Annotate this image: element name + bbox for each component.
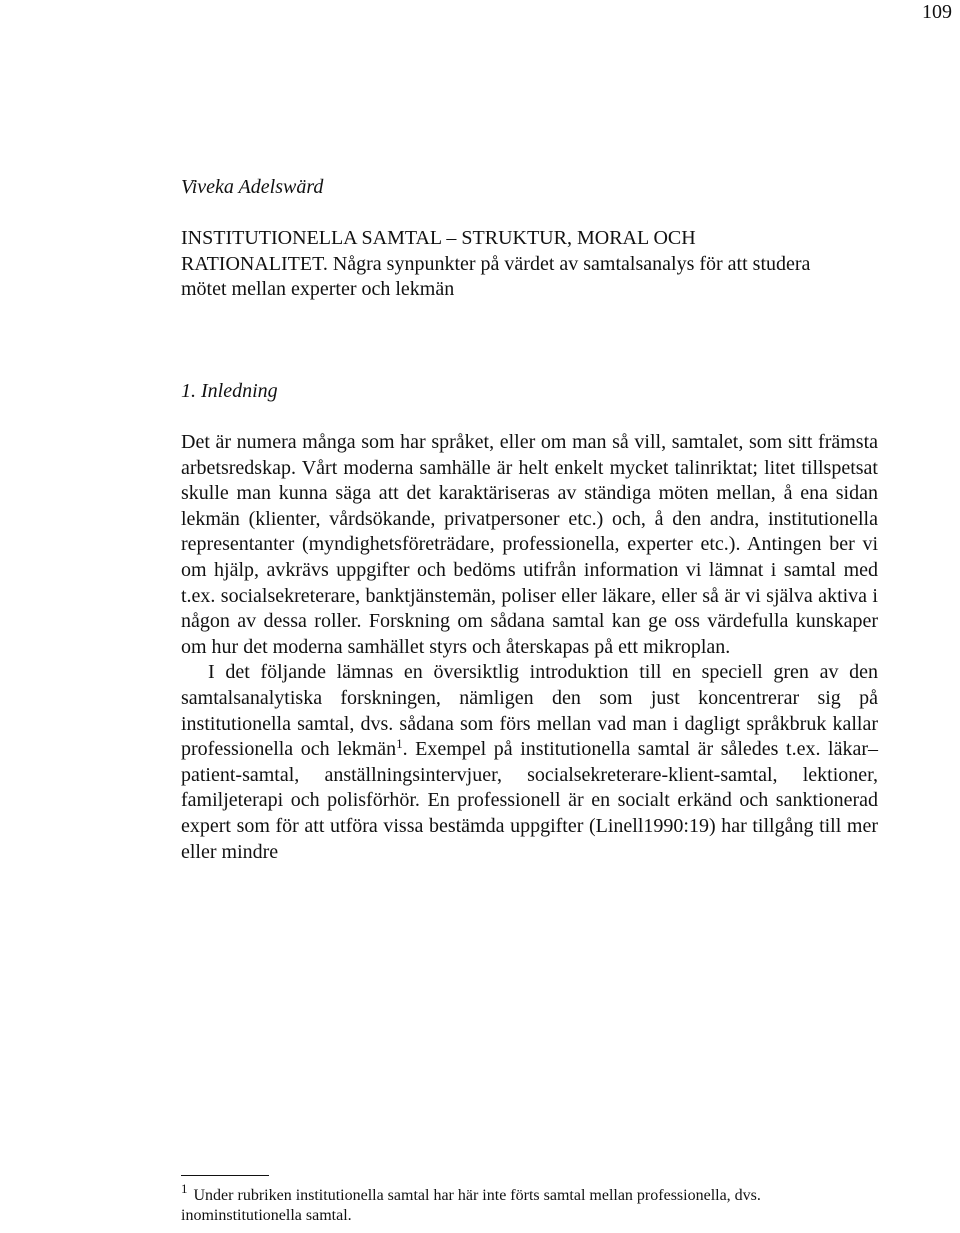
footnote-text: Under rubriken institutionella samtal har här inte förts samtal mellan professionella, dvs. inominstitutionella samtal.: [181, 1187, 761, 1224]
section-heading: 1. Inledning: [181, 380, 278, 402]
paragraph: [181, 660, 878, 865]
paragraph-text: . Exempel på institutionella samtal är således t.ex. läkar–patient-samtal, anställningsintervjuer, socialsekreterare-klient-samtal, lektioner, familjeterapi och polisförhör. En professionell är en socialt erkänd och sanktionerad expert som för att utföra vissa bestämda uppgifter (Linell1990:19) har tillgång till mer eller mindre: [181, 738, 878, 863]
footnote: [181, 1181, 881, 1226]
paragraph: Det är numera många som har språket, eller om man så vill, samtalet, som sitt främsta arbetsredskap. Vårt moderna samhälle är helt enkelt mycket talinriktat; litet tillspetsat skulle man kunna säga att det karaktäriseras av ständiga möten mellan, å ena sidan lekmän (klienter, vårdsökande, privatpersoner etc.) och, å den andra, institutionella representanter (myndighetsföreträdare, professionella, experter etc.). Antingen ber vi om hjälp, avkrävs uppgifter och bedöms utifrån information vi lämnat i samtal med t.ex. socialsekreterare, banktjänstemän, poliser eller läkare, eller så är vi själva aktiva i någon av dessa roller. Forskning om sådana samtal kan ge oss värdefulla kunskaper om hur det moderna samhället styrs och återskapas på ett mikroplan.: [181, 431, 878, 658]
paragraph-text: I det följande lämnas en översiktlig introduktion till en speciell gren av den samtalsanalytiska forskningen, nämligen den som just koncentrerar sig på institutionella samtal, dvs. sådana som förs mellan vad man i dagligt språkbruk kallar professionella och lekmän: [181, 661, 878, 761]
footnote-divider: [181, 1175, 269, 1176]
footnote-reference: 1: [396, 736, 403, 752]
footnote-mark: 1: [181, 1181, 188, 1196]
author-name: Viveka Adelswärd: [181, 176, 324, 198]
page-number: 109: [922, 1, 952, 23]
article-title: INSTITUTIONELLA SAMTAL – STRUKTUR, MORAL OCH RATIONALITET. Några synpunkter på värdet av samtalsanalys för att studera mötet mellan experter och lekmän: [181, 227, 811, 300]
body-text: [181, 430, 878, 865]
